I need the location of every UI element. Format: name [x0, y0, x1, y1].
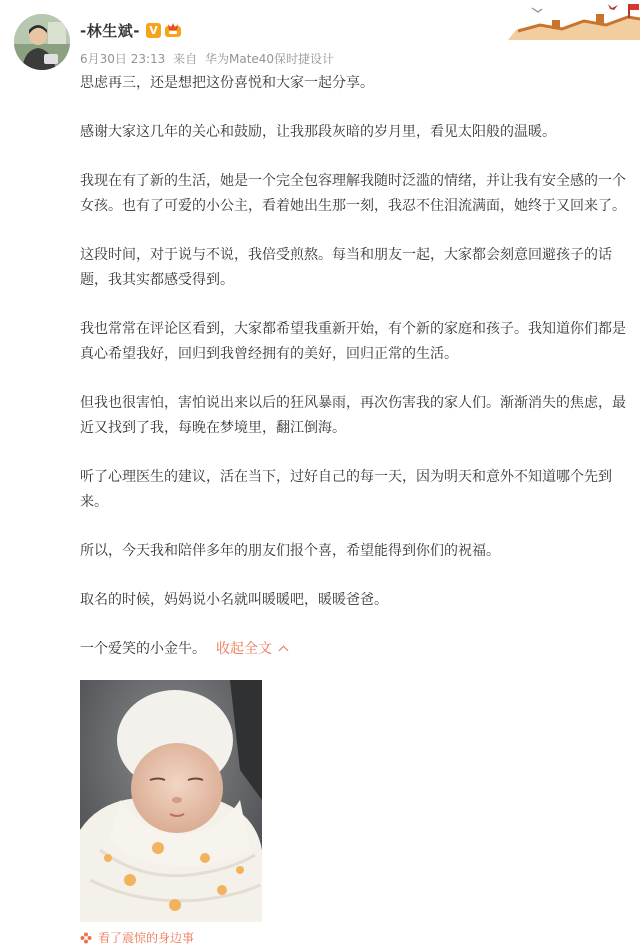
post-header: [80, 18, 182, 42]
chevron-up-icon[interactable]: [279, 646, 289, 656]
avatar[interactable]: [14, 14, 70, 70]
post-device: 华为Mate40保时捷设计: [204, 52, 335, 66]
collapse-label[interactable]: 收起全文: [216, 641, 272, 657]
great-wall-banner-icon: [508, 0, 640, 40]
collapse-button[interactable]: [216, 641, 287, 657]
author-name[interactable]: -林生斌-: [80, 21, 140, 40]
source-link[interactable]: [80, 929, 194, 946]
post-paragraph: 取名的时候，妈妈说小名就叫暖暖吧，暖暖爸爸。: [80, 592, 388, 608]
flower-icon: [80, 932, 92, 944]
post-meta: [80, 50, 338, 67]
post-paragraph: 但我也很害怕，害怕说出来以后的狂风暴雨，再次伤害我的家人们。渐渐消失的焦虑，最近又找到了我，每晚在梦境里，翻江倒海。: [80, 395, 626, 436]
source-link-label[interactable]: 看了震惊的身边事: [98, 931, 195, 945]
post-paragraph: 这段时间，对于说与不说，我倍受煎熬。每当和朋友一起，大家都会刻意回避孩子的话题，我其实都感受得到。: [80, 247, 612, 288]
post-paragraph: 我现在有了新的生活，她是一个完全包容理解我随时泛滥的情绪，并让我有安全感的一个女孩。也有了可爱的小公主，看着她出生那一刻，我忍不住泪流满面，她终于又回来了。: [80, 173, 626, 214]
post-time[interactable]: 6月30日 23:13: [80, 52, 166, 66]
post-paragraph: 思虑再三，还是想把这份喜悦和大家一起分享。: [80, 75, 374, 91]
post-paragraph: 听了心理医生的建议，活在当下，过好自己的每一天，因为明天和意外不知道哪个先到来。: [80, 469, 612, 510]
verified-v-icon: V: [146, 23, 161, 38]
post-source-prefix: 来自: [173, 52, 198, 66]
vip-member-icon[interactable]: [164, 22, 182, 38]
post-paragraph: 所以，今天我和陪伴多年的朋友们报个喜，希望能得到你们的祝福。: [80, 543, 500, 559]
post-last-line-text: 一个爱笑的小金牛。: [80, 641, 206, 657]
post-paragraph: 感谢大家这几年的关心和鼓励，让我那段灰暗的岁月里，看见太阳般的温暖。: [80, 124, 556, 140]
newborn-baby-photo[interactable]: [80, 680, 262, 922]
post-paragraph: 我也常常在评论区看到，大家都希望我重新开始，有个新的家庭和孩子。我知道你们都是真心希望我好，回归到我曾经拥有的美好，回归正常的生活。: [80, 321, 626, 362]
post-content: [80, 71, 630, 662]
post-last-line: [80, 637, 630, 662]
